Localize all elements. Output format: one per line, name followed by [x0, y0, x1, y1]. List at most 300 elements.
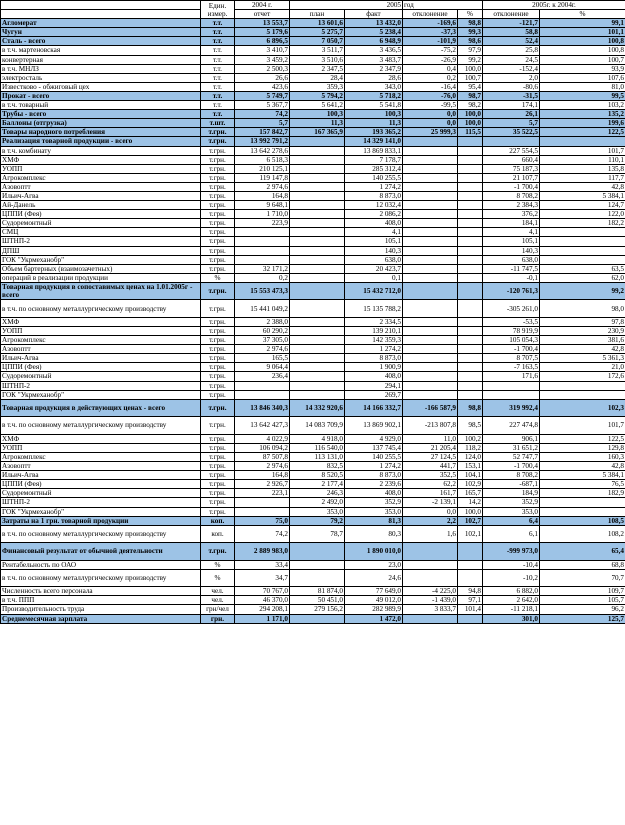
row-2005-percent — [458, 201, 483, 210]
table-row — [1, 390, 625, 399]
row-name: ХМФ — [1, 155, 201, 164]
row-cmp-percent: 122,0 — [540, 210, 625, 219]
table-row — [1, 443, 625, 452]
row-unit: коп. — [201, 525, 235, 543]
row-cmp-percent: 100,8 — [540, 37, 625, 46]
row-cmp-deviation: 4,1 — [483, 228, 540, 237]
row-2005-plan — [290, 336, 345, 345]
table-row — [1, 462, 625, 471]
row-2005-plan — [290, 390, 345, 399]
row-2005-deviation: -37,3 — [403, 28, 458, 37]
row-2005-fact: 12 032,4 — [345, 201, 403, 210]
row-cmp-deviation: 6,4 — [483, 516, 540, 525]
row-2005-fact: 77 649,0 — [345, 587, 403, 596]
row-cmp-deviation: -80,6 — [483, 82, 540, 91]
row-unit: т.шт. — [201, 119, 235, 128]
row-2005-percent — [458, 246, 483, 255]
row-2005-percent — [458, 219, 483, 228]
row-cmp-percent: 117,7 — [540, 173, 625, 182]
row-2004-actual: 2 974,6 — [235, 182, 290, 191]
row-2005-percent: 97,9 — [458, 46, 483, 55]
row-2004-actual: 2 926,7 — [235, 480, 290, 489]
row-2005-fact: 1 274,2 — [345, 182, 403, 191]
table-row — [1, 560, 625, 569]
row-unit: т.т. — [201, 82, 235, 91]
row-cmp-percent: 5 384,1 — [540, 471, 625, 480]
row-2005-fact: 7 178,7 — [345, 155, 403, 164]
row-2005-percent: 100,0 — [458, 64, 483, 73]
table-row — [1, 37, 625, 46]
row-2005-deviation — [403, 317, 458, 326]
row-unit: т.т. — [201, 91, 235, 100]
row-2005-deviation: 11,0 — [403, 434, 458, 443]
row-2005-plan: 246,3 — [290, 489, 345, 498]
row-2005-percent: 165,7 — [458, 489, 483, 498]
row-name: в т.ч. по основному металлургическому производству — [1, 569, 201, 587]
row-2005-fact: 1 900,9 — [345, 363, 403, 372]
row-2004-actual: 119 147,8 — [235, 173, 290, 182]
row-2004-actual: 5 749,7 — [235, 91, 290, 100]
row-2005-plan: 279 156,2 — [290, 605, 345, 614]
row-unit: т.т. — [201, 73, 235, 82]
row-cmp-percent: 109,7 — [540, 587, 625, 596]
header-row-2 — [1, 10, 625, 19]
row-cmp-deviation: 24,5 — [483, 55, 540, 64]
row-2005-percent: 100,0 — [458, 507, 483, 516]
row-cmp-percent — [540, 390, 625, 399]
table-row — [1, 110, 625, 119]
row-2005-plan — [290, 327, 345, 336]
row-2005-plan: 11,3 — [290, 119, 345, 128]
row-2005-fact: 8 873,0 — [345, 191, 403, 200]
row-cmp-deviation: 227 554,5 — [483, 146, 540, 155]
row-cmp-percent: 160,3 — [540, 452, 625, 461]
row-2004-actual: 3 410,7 — [235, 46, 290, 55]
row-cmp-percent: 122,5 — [540, 434, 625, 443]
row-cmp-percent: 101,7 — [540, 417, 625, 435]
row-name: ХМФ — [1, 317, 201, 326]
row-name: Ильич-Агва — [1, 354, 201, 363]
row-unit: т.грн. — [201, 237, 235, 246]
row-unit: т.грн. — [201, 462, 235, 471]
row-2005-fact: 282 989,9 — [345, 605, 403, 614]
row-cmp-percent — [540, 137, 625, 146]
row-unit: т.грн. — [201, 354, 235, 363]
row-name: Производительность труда — [1, 605, 201, 614]
row-2005-plan — [290, 255, 345, 264]
row-2005-deviation — [403, 210, 458, 219]
row-2005-deviation — [403, 191, 458, 200]
row-2005-plan — [290, 381, 345, 390]
row-2005-percent — [458, 363, 483, 372]
row-unit: т.т. — [201, 46, 235, 55]
header-fact: факт — [345, 10, 403, 19]
row-2005-percent — [458, 137, 483, 146]
row-cmp-deviation: 105,1 — [483, 237, 540, 246]
row-unit: т.грн. — [201, 480, 235, 489]
row-2005-deviation: 25 999,3 — [403, 128, 458, 137]
table-row — [1, 101, 625, 110]
row-cmp-deviation: 171,6 — [483, 372, 540, 381]
row-cmp-deviation: 174,1 — [483, 101, 540, 110]
row-2005-plan — [290, 345, 345, 354]
row-name: Затраты на 1 грн. товарной продукции — [1, 516, 201, 525]
row-unit: т.т. — [201, 110, 235, 119]
row-cmp-deviation: -1 700,4 — [483, 345, 540, 354]
row-cmp-deviation: -152,4 — [483, 64, 540, 73]
row-2005-percent: 102,9 — [458, 480, 483, 489]
row-2005-plan — [290, 164, 345, 173]
row-cmp-deviation: 184,1 — [483, 219, 540, 228]
row-unit: т.грн. — [201, 399, 235, 417]
row-2005-deviation — [403, 201, 458, 210]
row-2005-deviation — [403, 381, 458, 390]
row-name: Трубы - всего — [1, 110, 201, 119]
row-name: Объем бартерных (взаимозачетных) — [1, 264, 201, 273]
row-2004-actual: 3 459,2 — [235, 55, 290, 64]
row-2004-actual: 157 842,7 — [235, 128, 290, 137]
row-2004-actual — [235, 498, 290, 507]
row-cmp-percent: 97,8 — [540, 317, 625, 326]
row-cmp-deviation: -999 973,0 — [483, 543, 540, 561]
row-2005-deviation — [403, 264, 458, 273]
row-name: ГОК "Укрмеханобр" — [1, 255, 201, 264]
row-cmp-percent — [540, 507, 625, 516]
row-cmp-deviation: -687,1 — [483, 480, 540, 489]
row-2005-fact: 294,1 — [345, 381, 403, 390]
row-cmp-deviation: 75 187,3 — [483, 164, 540, 173]
row-2004-actual: 60 290,2 — [235, 327, 290, 336]
header-row-1 — [1, 1, 625, 10]
row-2005-deviation: -99,5 — [403, 101, 458, 110]
table-row — [1, 345, 625, 354]
row-2004-actual: 13 553,7 — [235, 19, 290, 28]
row-2005-deviation: 3 833,7 — [403, 605, 458, 614]
row-2005-percent: 98,8 — [458, 19, 483, 28]
row-name: Товарная продукция в сопоставимых ценах на 1.01.2005г - всего — [1, 282, 201, 300]
header-year-word: год — [403, 1, 483, 10]
row-2004-actual: 165,5 — [235, 354, 290, 363]
table-row — [1, 264, 625, 273]
row-2004-actual: 2 974,6 — [235, 345, 290, 354]
row-cmp-deviation: 2,0 — [483, 73, 540, 82]
row-2005-percent: 102,1 — [458, 525, 483, 543]
table-row — [1, 182, 625, 191]
row-name: ЦППИ (Фея) — [1, 480, 201, 489]
row-unit: т.грн. — [201, 146, 235, 155]
row-2004-actual: 15 441 049,2 — [235, 300, 290, 318]
row-2005-fact: 14 329 141,0 — [345, 137, 403, 146]
row-2005-fact: 140 255,5 — [345, 452, 403, 461]
row-2004-actual: 294 208,1 — [235, 605, 290, 614]
table-row — [1, 354, 625, 363]
row-2005-percent — [458, 381, 483, 390]
row-cmp-deviation — [483, 381, 540, 390]
row-name: ХМФ — [1, 434, 201, 443]
row-2005-plan — [290, 191, 345, 200]
row-cmp-percent: 101,7 — [540, 146, 625, 155]
row-unit: т.т. — [201, 37, 235, 46]
table-row — [1, 46, 625, 55]
row-2004-actual: 26,6 — [235, 73, 290, 82]
row-cmp-deviation: -11 747,5 — [483, 264, 540, 273]
table-row — [1, 525, 625, 543]
table-row — [1, 471, 625, 480]
row-2005-fact: 13 869 833,1 — [345, 146, 403, 155]
row-2005-fact: 343,0 — [345, 82, 403, 91]
row-2005-percent: 100,7 — [458, 73, 483, 82]
table-row — [1, 173, 625, 182]
row-2004-actual: 2 388,0 — [235, 317, 290, 326]
row-unit: т.грн. — [201, 191, 235, 200]
row-2005-percent — [458, 327, 483, 336]
row-2005-deviation — [403, 246, 458, 255]
row-2005-deviation: 27 124,5 — [403, 452, 458, 461]
row-unit: т.т. — [201, 64, 235, 73]
row-2005-deviation — [403, 327, 458, 336]
row-2005-fact: 8 873,0 — [345, 471, 403, 480]
row-unit: т.грн. — [201, 507, 235, 516]
table-row — [1, 137, 625, 146]
row-2005-plan: 5 794,2 — [290, 91, 345, 100]
row-cmp-percent: 99,1 — [540, 19, 625, 28]
row-2005-deviation: -213 807,8 — [403, 417, 458, 435]
row-2005-fact: 1 274,2 — [345, 462, 403, 471]
row-cmp-deviation: 227 474,8 — [483, 417, 540, 435]
row-2005-percent — [458, 173, 483, 182]
row-2005-deviation: 21 205,4 — [403, 443, 458, 452]
table-row — [1, 317, 625, 326]
row-2005-fact: 4,1 — [345, 228, 403, 237]
row-cmp-deviation: 352,9 — [483, 498, 540, 507]
row-name: ШТНП-2 — [1, 498, 201, 507]
row-2004-actual: 236,4 — [235, 372, 290, 381]
row-name: Товарная продукция в действующих ценах - всего — [1, 399, 201, 417]
table-row — [1, 587, 625, 596]
row-name: операций в реализации продукции — [1, 273, 201, 282]
row-2005-percent — [458, 164, 483, 173]
row-name: ЦППИ (Фея) — [1, 363, 201, 372]
row-unit: т.т. — [201, 55, 235, 64]
table-row — [1, 282, 625, 300]
row-2005-plan — [290, 282, 345, 300]
row-2004-actual: 223,9 — [235, 219, 290, 228]
row-cmp-percent: 110,1 — [540, 155, 625, 164]
row-cmp-percent — [540, 381, 625, 390]
row-name: Среднемесячная зарплата — [1, 614, 201, 623]
row-cmp-percent — [540, 498, 625, 507]
row-unit: т.грн. — [201, 155, 235, 164]
table-row — [1, 399, 625, 417]
row-cmp-percent: 99,2 — [540, 282, 625, 300]
row-unit: т.грн. — [201, 327, 235, 336]
row-2005-plan: 78,7 — [290, 525, 345, 543]
row-name: Агрокомплекс — [1, 173, 201, 182]
row-name: Сталь - всего — [1, 37, 201, 46]
row-cmp-percent: 125,7 — [540, 614, 625, 623]
row-2004-actual: 1 171,0 — [235, 614, 290, 623]
row-cmp-deviation: -0,1 — [483, 273, 540, 282]
row-2004-actual: 223,1 — [235, 489, 290, 498]
table-row — [1, 128, 625, 137]
row-cmp-percent: 102,3 — [540, 399, 625, 417]
row-2005-fact: 4 929,0 — [345, 434, 403, 443]
row-2005-deviation — [403, 155, 458, 164]
row-cmp-deviation: 8 707,5 — [483, 354, 540, 363]
row-2005-fact: 20 423,7 — [345, 264, 403, 273]
row-2005-fact: 8 873,0 — [345, 354, 403, 363]
row-2005-deviation — [403, 137, 458, 146]
row-cmp-percent: 98,0 — [540, 300, 625, 318]
row-unit: т.грн. — [201, 228, 235, 237]
row-2005-percent: 98,7 — [458, 91, 483, 100]
row-2005-deviation: -2 139,1 — [403, 498, 458, 507]
row-2005-fact: 11,3 — [345, 119, 403, 128]
row-name: в т.ч. мартеновская — [1, 46, 201, 55]
row-2005-percent — [458, 210, 483, 219]
row-cmp-percent: 172,6 — [540, 372, 625, 381]
row-cmp-percent: 42,8 — [540, 462, 625, 471]
header-blank-2 — [1, 10, 201, 19]
row-cmp-deviation: 8 708,2 — [483, 191, 540, 200]
table-row — [1, 543, 625, 561]
row-name: в т.ч. по основному металлургическому производству — [1, 417, 201, 435]
row-cmp-deviation: -305 261,0 — [483, 300, 540, 318]
header-comparison: 2005г. к 2004г. — [483, 1, 625, 10]
row-cmp-deviation: 906,1 — [483, 434, 540, 443]
row-2005-fact: 24,6 — [345, 569, 403, 587]
row-2005-percent: 14,2 — [458, 498, 483, 507]
row-2005-deviation — [403, 228, 458, 237]
row-cmp-percent: 76,5 — [540, 480, 625, 489]
row-cmp-percent: 5 361,3 — [540, 354, 625, 363]
row-name: в т.ч. комбинату — [1, 146, 201, 155]
row-unit: т.грн. — [201, 345, 235, 354]
header-unit: Един. измер. — [201, 1, 235, 19]
row-2005-deviation — [403, 543, 458, 561]
row-name: конвертерная — [1, 55, 201, 64]
row-2004-actual — [235, 390, 290, 399]
row-cmp-percent: 81,0 — [540, 82, 625, 91]
row-2005-fact: 3 436,5 — [345, 46, 403, 55]
row-2005-plan — [290, 354, 345, 363]
row-name: Агрокомплекс — [1, 336, 201, 345]
row-2004-actual: 13 846 340,3 — [235, 399, 290, 417]
row-cmp-deviation: 52,4 — [483, 37, 540, 46]
row-2005-plan: 5 641,2 — [290, 101, 345, 110]
row-cmp-percent: 100,7 — [540, 55, 625, 64]
row-cmp-percent: 5 384,1 — [540, 191, 625, 200]
row-2005-plan: 5 275,7 — [290, 28, 345, 37]
row-2004-actual: 87 507,8 — [235, 452, 290, 461]
row-unit: т.грн. — [201, 173, 235, 182]
row-2005-fact: 2 239,6 — [345, 480, 403, 489]
header-year-2004: 2004 г. — [235, 1, 290, 10]
row-2005-fact: 2 334,5 — [345, 317, 403, 326]
row-2005-plan — [290, 614, 345, 623]
row-2005-plan: 79,2 — [290, 516, 345, 525]
row-unit: грн/чел — [201, 605, 235, 614]
row-cmp-percent: 42,8 — [540, 182, 625, 191]
table-row — [1, 28, 625, 37]
row-2005-fact: 1 472,0 — [345, 614, 403, 623]
row-2005-percent — [458, 300, 483, 318]
row-unit: т.грн. — [201, 471, 235, 480]
table-row — [1, 336, 625, 345]
row-unit: т.грн. — [201, 452, 235, 461]
row-cmp-percent — [540, 237, 625, 246]
row-unit: т.грн. — [201, 282, 235, 300]
row-cmp-percent: 100,8 — [540, 46, 625, 55]
row-2005-plan — [290, 137, 345, 146]
row-unit: т.грн. — [201, 255, 235, 264]
row-2005-plan: 8 520,5 — [290, 471, 345, 480]
row-cmp-deviation: 52 747,7 — [483, 452, 540, 461]
row-cmp-percent: 122,5 — [540, 128, 625, 137]
row-2005-fact: 1 890 010,0 — [345, 543, 403, 561]
row-2004-actual: 13 992 791,2 — [235, 137, 290, 146]
row-2005-fact: 353,0 — [345, 507, 403, 516]
row-cmp-percent — [540, 246, 625, 255]
row-2005-fact: 139 210,1 — [345, 327, 403, 336]
row-name: Агломерат — [1, 19, 201, 28]
row-2005-deviation: -1 439,0 — [403, 596, 458, 605]
row-unit: чел. — [201, 596, 235, 605]
row-cmp-deviation: -120 761,3 — [483, 282, 540, 300]
row-2005-percent — [458, 255, 483, 264]
row-cmp-percent: 135,2 — [540, 110, 625, 119]
table-row — [1, 434, 625, 443]
row-2005-deviation — [403, 390, 458, 399]
row-name: УОПП — [1, 327, 201, 336]
row-2005-plan: 353,0 — [290, 507, 345, 516]
table-row — [1, 569, 625, 587]
row-name: в т.ч. ППП — [1, 596, 201, 605]
row-unit: т.грн. — [201, 246, 235, 255]
row-2004-actual: 2 889 983,0 — [235, 543, 290, 561]
row-2004-actual: 2 500,3 — [235, 64, 290, 73]
row-2005-percent — [458, 182, 483, 191]
row-cmp-percent: 68,8 — [540, 560, 625, 569]
row-2005-percent — [458, 336, 483, 345]
table-row — [1, 228, 625, 237]
row-cmp-percent: 182,2 — [540, 219, 625, 228]
row-cmp-deviation: -11 218,1 — [483, 605, 540, 614]
row-2005-percent: 98,2 — [458, 101, 483, 110]
row-name: электросталь — [1, 73, 201, 82]
row-cmp-deviation: 319 992,4 — [483, 399, 540, 417]
row-cmp-percent: 107,6 — [540, 73, 625, 82]
row-name: в т.ч. по основному металлургическому производству — [1, 300, 201, 318]
row-2005-deviation — [403, 255, 458, 264]
header-plan: план — [290, 10, 345, 19]
table-row — [1, 614, 625, 623]
row-2005-deviation: -169,6 — [403, 19, 458, 28]
row-2005-plan — [290, 569, 345, 587]
row-2005-deviation — [403, 237, 458, 246]
row-name: Известково - обжиговый цех — [1, 82, 201, 91]
row-2005-deviation: 1,6 — [403, 525, 458, 543]
row-2005-percent: 101,4 — [458, 605, 483, 614]
row-2005-deviation: 0,0 — [403, 110, 458, 119]
table-row — [1, 605, 625, 614]
row-2005-deviation — [403, 560, 458, 569]
row-unit: т.грн. — [201, 210, 235, 219]
table-row — [1, 516, 625, 525]
row-cmp-deviation: -7 163,5 — [483, 363, 540, 372]
row-cmp-percent: 42,8 — [540, 345, 625, 354]
row-cmp-deviation: -121,7 — [483, 19, 540, 28]
